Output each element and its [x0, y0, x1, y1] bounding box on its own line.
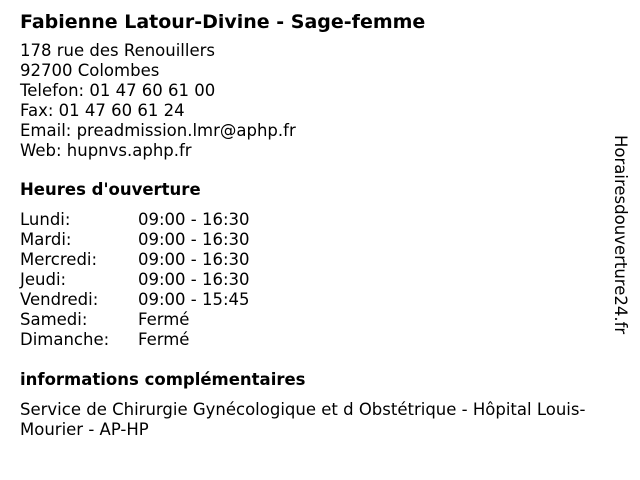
day-label: Vendredi:: [20, 290, 99, 309]
page-title: Fabienne Latour-Divine - Sage-femme: [20, 11, 426, 33]
hours-row-thursday: [20, 270, 620, 290]
business-card: [20, 9, 620, 440]
time-range: 09:00 - 16:30: [138, 230, 250, 249]
city-postcode: 92700 Colombes: [20, 61, 160, 80]
opening-hours-table: [20, 210, 620, 350]
day-label: Jeudi:: [20, 270, 67, 289]
time-range: 09:00 - 15:45: [138, 290, 250, 309]
hours-row-wednesday: [20, 250, 620, 270]
hours-row-sunday: [20, 330, 620, 350]
site-watermark: Horairesdouverture24.fr: [611, 135, 630, 335]
contact-block: [20, 41, 620, 161]
additional-info-text: Service de Chirurgie Gynécologique et d Obstétrique - Hôpital Louis-Mourier - AP-HP: [20, 400, 586, 439]
day-label: Mercredi:: [20, 250, 98, 269]
opening-hours-heading: Heures d'ouverture: [20, 180, 201, 199]
day-label: Dimanche:: [20, 330, 110, 349]
day-label: Lundi:: [20, 210, 71, 229]
fax-number: Fax: 01 47 60 61 24: [20, 101, 185, 120]
day-label: Mardi:: [20, 230, 72, 249]
time-range: 09:00 - 16:30: [138, 210, 250, 229]
day-label: Samedi:: [20, 310, 88, 329]
additional-info-heading: informations complémentaires: [20, 370, 306, 389]
time-range: Fermé: [138, 330, 190, 349]
hours-row-tuesday: [20, 230, 620, 250]
hours-row-friday: [20, 290, 620, 310]
hours-row-saturday: [20, 310, 620, 330]
time-range: 09:00 - 16:30: [138, 250, 250, 269]
hours-row-monday: [20, 210, 620, 230]
time-range: Fermé: [138, 310, 190, 329]
street-address: 178 rue des Renouillers: [20, 41, 216, 60]
time-range: 09:00 - 16:30: [138, 270, 250, 289]
website: Web: hupnvs.aphp.fr: [20, 141, 192, 160]
email-address: Email: preadmission.lmr@aphp.fr: [20, 121, 296, 140]
phone-number: Telefon: 01 47 60 61 00: [20, 81, 216, 100]
